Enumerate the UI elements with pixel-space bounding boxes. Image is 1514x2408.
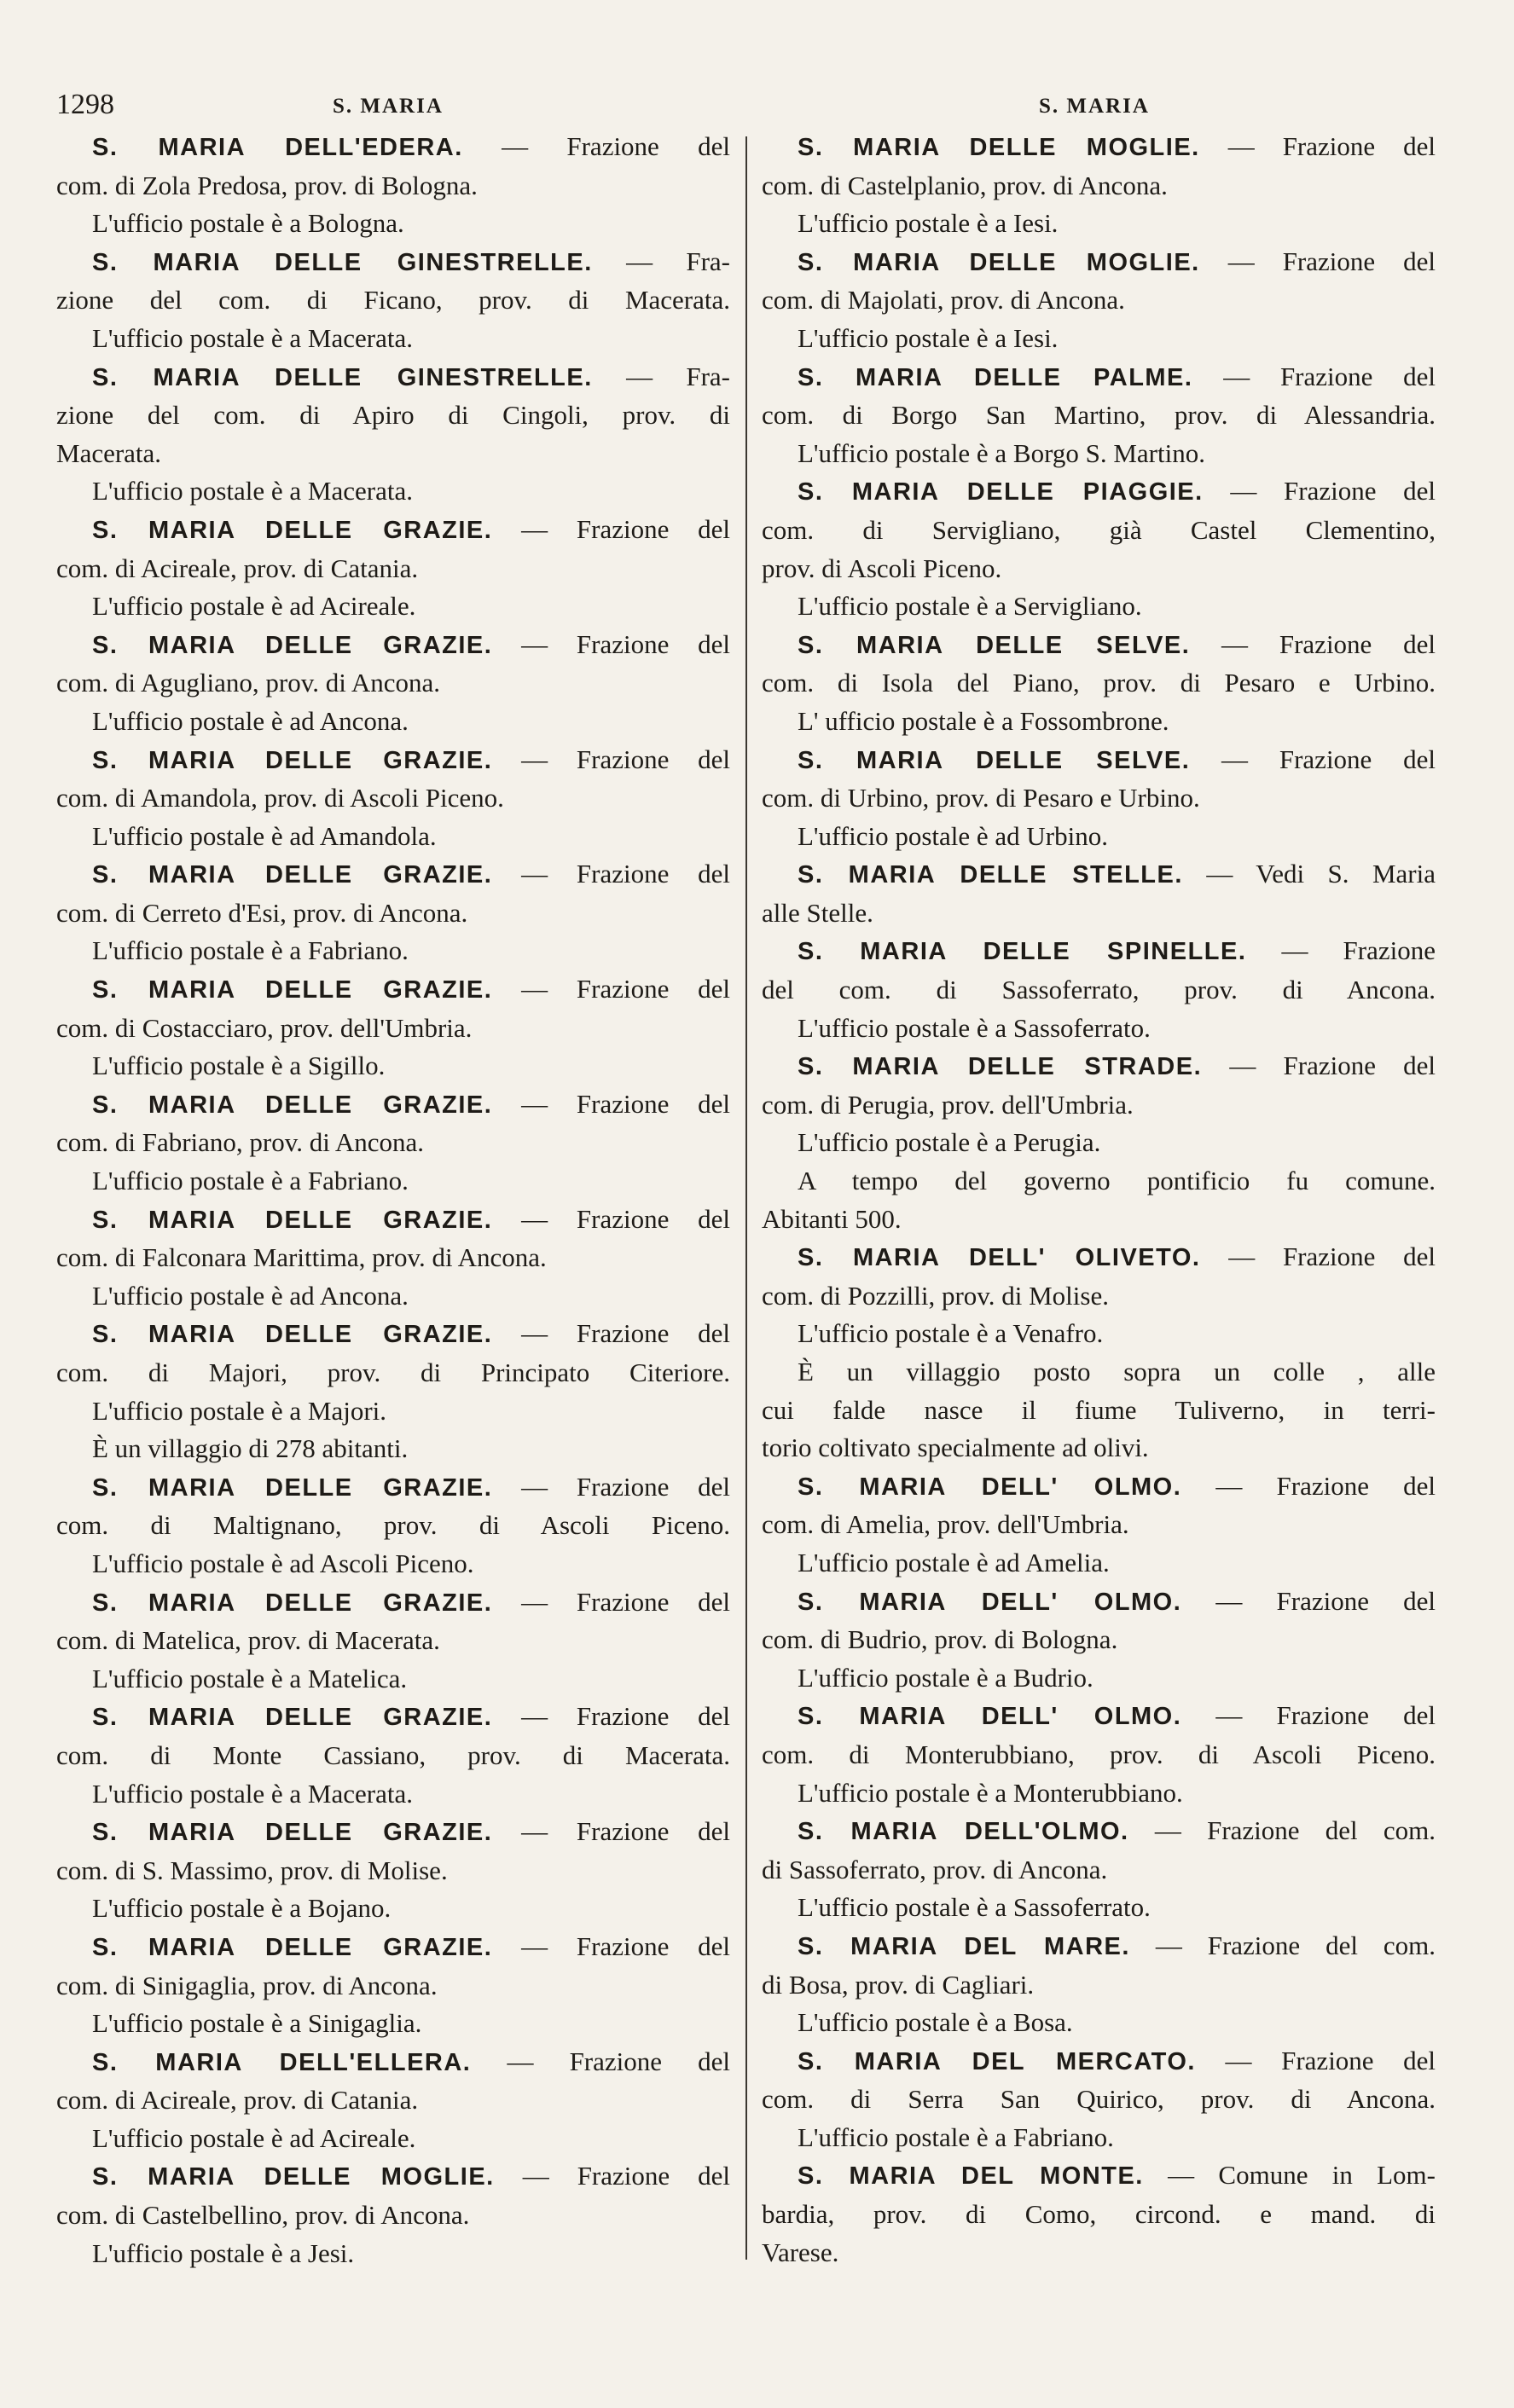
entry-headword: S. MARIA DELLE PIAGGIE. xyxy=(798,478,1204,506)
entry-text-line: L'ufficio postale è a Sinigaglia. xyxy=(92,2008,422,2039)
entry-text-line: com. di Fabriano, prov. di Ancona. xyxy=(56,1127,425,1158)
entry-headword: S. MARIA DELLE MOGLIE. xyxy=(798,134,1200,161)
entry-headword: S. MARIA DELLE STELLE. xyxy=(798,861,1183,889)
entry-text-line: L'ufficio postale è a Sassoferrato. xyxy=(798,1012,1151,1043)
entry-text-line: È un villaggio posto sopra un colle , alle xyxy=(798,1357,1436,1386)
entry-headword: S. MARIA DELLE GRAZIE. xyxy=(92,746,493,774)
entry-text-line: L'ufficio postale è a Bojano. xyxy=(92,1893,392,1924)
entry-text-line: L'ufficio postale è a Macerata. xyxy=(92,1778,413,1809)
entry-heading-rest: — Comune in Lom- xyxy=(1143,2160,1436,2191)
entry-headword: S. MARIA DELLE GRAZIE. xyxy=(92,1091,493,1119)
entry-heading-line xyxy=(56,741,730,780)
entry-text-line: L'ufficio postale è a Perugia. xyxy=(798,1127,1101,1158)
entry-headword: S. MARIA DELL' OLMO. xyxy=(798,1473,1182,1501)
entry-heading-line xyxy=(762,1812,1436,1851)
entry-heading-line xyxy=(762,2156,1436,2196)
entry-text-line: com. di Acireale, prov. di Catania. xyxy=(56,553,419,583)
entry-text-line: A tempo del governo pontificio fu comune. xyxy=(798,1166,1436,1196)
entry-text-line: L'ufficio postale è a Sassoferrato. xyxy=(798,1892,1151,1923)
entry-headword: S. MARIA DELL' OLIVETO. xyxy=(798,1244,1201,1272)
entry-heading-line xyxy=(762,1047,1436,1086)
entry-heading-line xyxy=(762,855,1436,894)
entry-text-line: com. di Maltignano, prov. di Ascoli Piceno. xyxy=(56,1510,730,1541)
entry-heading-rest: — Frazione del xyxy=(492,513,730,544)
entry-headword: S. MARIA DELLE GRAZIE. xyxy=(92,861,493,889)
right-column xyxy=(762,128,1436,2272)
entry-headword: S. MARIA DELL'ELLERA. xyxy=(92,2048,472,2076)
entry-text-line: com. di Castelbellino, prov. di Ancona. xyxy=(56,2200,470,2231)
entry-heading-rest: — Frazione del com. xyxy=(1128,1815,1436,1846)
entry-text-line: L'ufficio postale è ad Amelia. xyxy=(798,1547,1110,1577)
entry-heading-line xyxy=(762,1238,1436,1277)
entry-heading-rest: — Frazione del xyxy=(1199,246,1436,276)
entry-headword: S. MARIA DEL MARE. xyxy=(798,1932,1130,1960)
entry-text-line: com. di Isola del Piano, prov. di Pesaro e Urbino. xyxy=(762,668,1436,698)
entry-text-line: L'ufficio postale è a Bologna. xyxy=(92,208,404,239)
entry-text-line: L'ufficio postale è ad Ancona. xyxy=(92,705,409,736)
entry-text-line: torio coltivato specialmente ad olivi. xyxy=(762,1433,1149,1463)
entry-heading-line xyxy=(56,1315,730,1354)
entry-headword: S. MARIA DELL'EDERA. xyxy=(92,134,463,161)
entry-heading-line xyxy=(56,358,730,397)
entry-text-line: com. di Urbino, prov. di Pesaro e Urbino. xyxy=(762,783,1200,813)
entry-text-line: L'ufficio postale è ad Acireale. xyxy=(92,2122,416,2153)
entry-text-line: prov. di Ascoli Piceno. xyxy=(762,553,1002,583)
entry-heading-rest: — Frazione del xyxy=(1202,1051,1436,1081)
entry-text-line: com. di Cerreto d'Esi, prov. di Ancona. xyxy=(56,897,468,928)
entry-text-line: com. di S. Massimo, prov. di Molise. xyxy=(56,1855,448,1885)
entry-text-line: L'ufficio postale è a Servigliano. xyxy=(798,591,1142,622)
entry-heading-rest: — Frazione del xyxy=(1203,476,1436,506)
entry-text-line: com. di Castelplanio, prov. di Ancona. xyxy=(762,170,1168,200)
entry-text-line: L'ufficio postale è a Fabriano. xyxy=(92,1166,409,1196)
entry-heading-line xyxy=(56,1201,730,1240)
entry-headword: S. MARIA DELLE GRAZIE. xyxy=(92,631,493,659)
entry-text-line: L'ufficio postale è a Bosa. xyxy=(798,2007,1073,2038)
entry-text-line: com. di Costacciaro, prov. dell'Umbria. xyxy=(56,1012,473,1043)
entry-text-line: bardia, prov. di Como, circond. e mand. di xyxy=(762,2199,1436,2230)
entry-text-line: L'ufficio postale è a Sigillo. xyxy=(92,1051,386,1081)
entry-text-line: com. di Majolati, prov. di Ancona. xyxy=(762,285,1125,315)
entry-heading-line xyxy=(762,932,1436,971)
entry-headword: S. MARIA DELLE SELVE. xyxy=(798,746,1191,774)
entry-text-line: com. di Sinigaglia, prov. di Ancona. xyxy=(56,1970,438,2000)
entry-heading-line xyxy=(56,2157,730,2197)
entry-text-line: com. di Amandola, prov. di Ascoli Piceno. xyxy=(56,783,504,813)
entry-heading-rest: — Fra- xyxy=(592,361,730,391)
entry-text-line: Macerata. xyxy=(56,437,162,468)
entry-text-line: com. di Zola Predosa, prov. di Bologna. xyxy=(56,170,478,200)
entry-headword: S. MARIA DELLE MOGLIE. xyxy=(798,248,1200,276)
entry-text-line: del com. di Sassoferrato, prov. di Ancona. xyxy=(762,975,1436,1005)
entry-headword: S. MARIA DELL'OLMO. xyxy=(798,1818,1129,1846)
entry-headword: S. MARIA DELLE GRAZIE. xyxy=(92,1321,493,1349)
entry-headword: S. MARIA DELLE GRAZIE. xyxy=(92,1933,493,1961)
entry-heading-rest: — Frazione del com. xyxy=(1129,1930,1436,1960)
entry-heading-rest: — Vedi S. Maria xyxy=(1182,859,1436,889)
entry-headword: S. MARIA DELLE GRAZIE. xyxy=(92,1819,493,1847)
entry-heading-rest: — Frazione del xyxy=(492,1930,730,1961)
left-column xyxy=(56,128,730,2272)
entry-text-line: L'ufficio postale è ad Urbino. xyxy=(798,820,1108,851)
entry-text-line: com. di Agugliano, prov. di Ancona. xyxy=(56,668,441,698)
entry-text-line: È un villaggio di 278 abitanti. xyxy=(92,1433,409,1464)
entry-heading-rest: — Frazione del xyxy=(492,1816,730,1847)
entry-heading-line xyxy=(762,358,1436,397)
entry-heading-line xyxy=(56,1698,730,1737)
entry-heading-rest: — Frazione del xyxy=(1181,1700,1436,1731)
entry-text-line: L'ufficio postale è a Macerata. xyxy=(92,476,413,506)
entry-text-line: L'ufficio postale è a Fabriano. xyxy=(798,2121,1114,2152)
entry-heading-rest: — Frazione del xyxy=(492,1586,730,1617)
entry-heading-rest: — Frazione del xyxy=(1195,2045,1436,2075)
entry-heading-line xyxy=(56,1468,730,1508)
left-running-head: S. MARIA xyxy=(333,95,444,118)
entry-heading-rest: — Fra- xyxy=(592,246,730,276)
entry-text-line: com. di Falconara Marittima, prov. di Ancona. xyxy=(56,1242,547,1273)
entry-text-line: Varese. xyxy=(762,2237,839,2267)
entry-heading-rest: — Frazione del xyxy=(1199,131,1436,161)
entry-heading-rest: — Frazione del xyxy=(492,859,730,889)
entry-headword: S. MARIA DEL MERCATO. xyxy=(798,2047,1196,2075)
entry-text-line: L'ufficio postale è ad Ascoli Piceno. xyxy=(92,1548,474,1578)
entry-text-line: com. di Monte Cassiano, prov. di Macerata. xyxy=(56,1739,730,1770)
entry-heading-rest: — Frazione del xyxy=(1192,361,1436,391)
entry-heading-line xyxy=(56,1928,730,1967)
entry-text-line: L'ufficio postale è a Monterubbiano. xyxy=(798,1777,1183,1808)
entry-headword: S. MARIA DELL' OLMO. xyxy=(798,1703,1182,1731)
entry-text-line: L'ufficio postale è ad Acireale. xyxy=(92,591,416,622)
entry-text-line: com. di Borgo San Martino, prov. di Alessandria. xyxy=(762,400,1436,431)
column-divider xyxy=(745,136,747,2260)
entry-heading-line xyxy=(56,1583,730,1623)
entry-heading-line xyxy=(762,1697,1436,1736)
entry-headword: S. MARIA DELLE GRAZIE. xyxy=(92,1704,493,1732)
entry-text-line: L'ufficio postale è a Budrio. xyxy=(798,1662,1093,1693)
entry-headword: S. MARIA DELLE GRAZIE. xyxy=(92,1206,493,1234)
entry-text-line: com. di Servigliano, già Castel Clementino, xyxy=(762,514,1436,545)
entry-text-line: zione del com. di Apiro di Cingoli, prov. di xyxy=(56,400,730,431)
entry-text-line: com. di Monterubbiano, prov. di Ascoli Piceno. xyxy=(762,1739,1436,1769)
entry-text-line: L'ufficio postale è a Borgo S. Martino. xyxy=(798,437,1205,468)
entry-heading-line xyxy=(762,472,1436,512)
entry-heading-rest: — Frazione del xyxy=(1190,744,1436,774)
entry-text-line: alle Stelle. xyxy=(762,897,873,928)
entry-text-line: L'ufficio postale è a Macerata. xyxy=(92,322,413,353)
entry-heading-line xyxy=(762,1467,1436,1507)
entry-headword: S. MARIA DELLE STRADE. xyxy=(798,1053,1203,1081)
entry-text-line: L' ufficio postale è a Fossombrone. xyxy=(798,705,1169,736)
entry-heading-line xyxy=(762,128,1436,167)
entry-headword: S. MARIA DELLE GINESTRELLE. xyxy=(92,248,593,276)
entry-heading-line xyxy=(56,855,730,894)
entry-heading-rest: — Frazione del xyxy=(1200,1242,1436,1272)
entry-headword: S. MARIA DEL MONTE. xyxy=(798,2162,1144,2191)
entry-heading-rest: — Frazione del xyxy=(492,1088,730,1119)
entry-heading-rest: — Frazione del xyxy=(471,2046,730,2076)
entry-text-line: com. di Serra San Quirico, prov. di Ancona. xyxy=(762,2084,1436,2115)
entry-heading-line xyxy=(762,1927,1436,1966)
entry-heading-rest: — Frazione del xyxy=(1181,1585,1436,1616)
right-running-head: S. MARIA xyxy=(1039,95,1150,118)
entry-heading-line xyxy=(56,2043,730,2082)
entry-heading-rest: — Frazione del xyxy=(494,2161,730,2191)
entry-heading-rest: — Frazione del xyxy=(492,1203,730,1234)
entry-heading-line xyxy=(56,128,730,167)
entry-text-line: di Sassoferrato, prov. di Ancona. xyxy=(762,1854,1108,1884)
entry-heading-line xyxy=(56,970,730,1010)
entry-heading-rest: — Frazione del xyxy=(492,628,730,659)
entry-heading-rest: — Frazione xyxy=(1246,935,1436,966)
entry-headword: S. MARIA DELLE GRAZIE. xyxy=(92,1473,493,1502)
entry-headword: S. MARIA DELL' OLMO. xyxy=(798,1588,1182,1616)
entry-text-line: L'ufficio postale è a Iesi. xyxy=(798,208,1059,239)
entry-text-line: L'ufficio postale è a Iesi. xyxy=(798,322,1059,353)
entry-text-line: com. di Budrio, prov. di Bologna. xyxy=(762,1624,1118,1655)
entry-text-line: cui falde nasce il fiume Tuliverno, in terri- xyxy=(762,1394,1436,1425)
entry-text-line: di Bosa, prov. di Cagliari. xyxy=(762,1969,1035,2000)
entry-heading-line xyxy=(762,1583,1436,1622)
entry-heading-line xyxy=(762,2042,1436,2081)
entry-heading-line xyxy=(762,243,1436,282)
entry-text-line: com. di Majori, prov. di Principato Citeriore. xyxy=(56,1357,730,1387)
entry-text-line: L'ufficio postale è a Fabriano. xyxy=(92,935,409,966)
entry-headword: S. MARIA DELLE GRAZIE. xyxy=(92,1589,493,1617)
entry-heading-line xyxy=(56,1085,730,1125)
page-number: 1298 xyxy=(56,89,114,120)
entry-heading-line xyxy=(762,626,1436,665)
entry-heading-line xyxy=(56,511,730,550)
entry-heading-rest: — Frazione del xyxy=(492,974,730,1004)
entry-heading-line xyxy=(56,243,730,282)
entry-headword: S. MARIA DELLE MOGLIE. xyxy=(92,2163,495,2191)
entry-text-line: L'ufficio postale è a Majori. xyxy=(92,1395,387,1426)
entry-text-line: Abitanti 500. xyxy=(762,1203,902,1234)
entry-headword: S. MARIA DELLE SELVE. xyxy=(798,631,1191,659)
entry-headword: S. MARIA DELLE GRAZIE. xyxy=(92,516,493,544)
entry-text-line: zione del com. di Ficano, prov. di Macerata. xyxy=(56,285,730,315)
entry-text-line: com. di Acireale, prov. di Catania. xyxy=(56,2085,419,2116)
entry-text-line: com. di Amelia, prov. dell'Umbria. xyxy=(762,1509,1129,1540)
entry-headword: S. MARIA DELLE PALME. xyxy=(798,363,1193,391)
entry-heading-rest: — Frazione del xyxy=(492,1318,730,1349)
entry-text-line: L'ufficio postale è ad Ancona. xyxy=(92,1280,409,1311)
entry-text-line: com. di Pozzilli, prov. di Molise. xyxy=(762,1280,1109,1311)
entry-heading-line xyxy=(56,626,730,665)
entry-text-line: com. di Perugia, prov. dell'Umbria. xyxy=(762,1089,1134,1120)
entry-heading-rest: — Frazione del xyxy=(1190,628,1436,659)
entry-heading-line xyxy=(762,741,1436,780)
entry-heading-rest: — Frazione del xyxy=(462,131,730,161)
entry-headword: S. MARIA DELLE GINESTRELLE. xyxy=(92,363,593,391)
entry-headword: S. MARIA DELLE SPINELLE. xyxy=(798,938,1247,966)
entry-text-line: L'ufficio postale è a Jesi. xyxy=(92,2237,355,2268)
entry-heading-line xyxy=(56,1813,730,1852)
entry-heading-rest: — Frazione del xyxy=(492,1471,730,1502)
entry-text-line: L'ufficio postale è ad Amandola. xyxy=(92,820,437,851)
entry-text-line: com. di Matelica, prov. di Macerata. xyxy=(56,1625,440,1656)
entry-text-line: L'ufficio postale è a Venafro. xyxy=(798,1318,1104,1349)
entry-heading-rest: — Frazione del xyxy=(492,744,730,774)
entry-headword: S. MARIA DELLE GRAZIE. xyxy=(92,976,493,1004)
entry-text-line: L'ufficio postale è a Matelica. xyxy=(92,1663,408,1693)
entry-heading-rest: — Frazione del xyxy=(1181,1470,1436,1501)
entry-heading-rest: — Frazione del xyxy=(492,1701,730,1732)
